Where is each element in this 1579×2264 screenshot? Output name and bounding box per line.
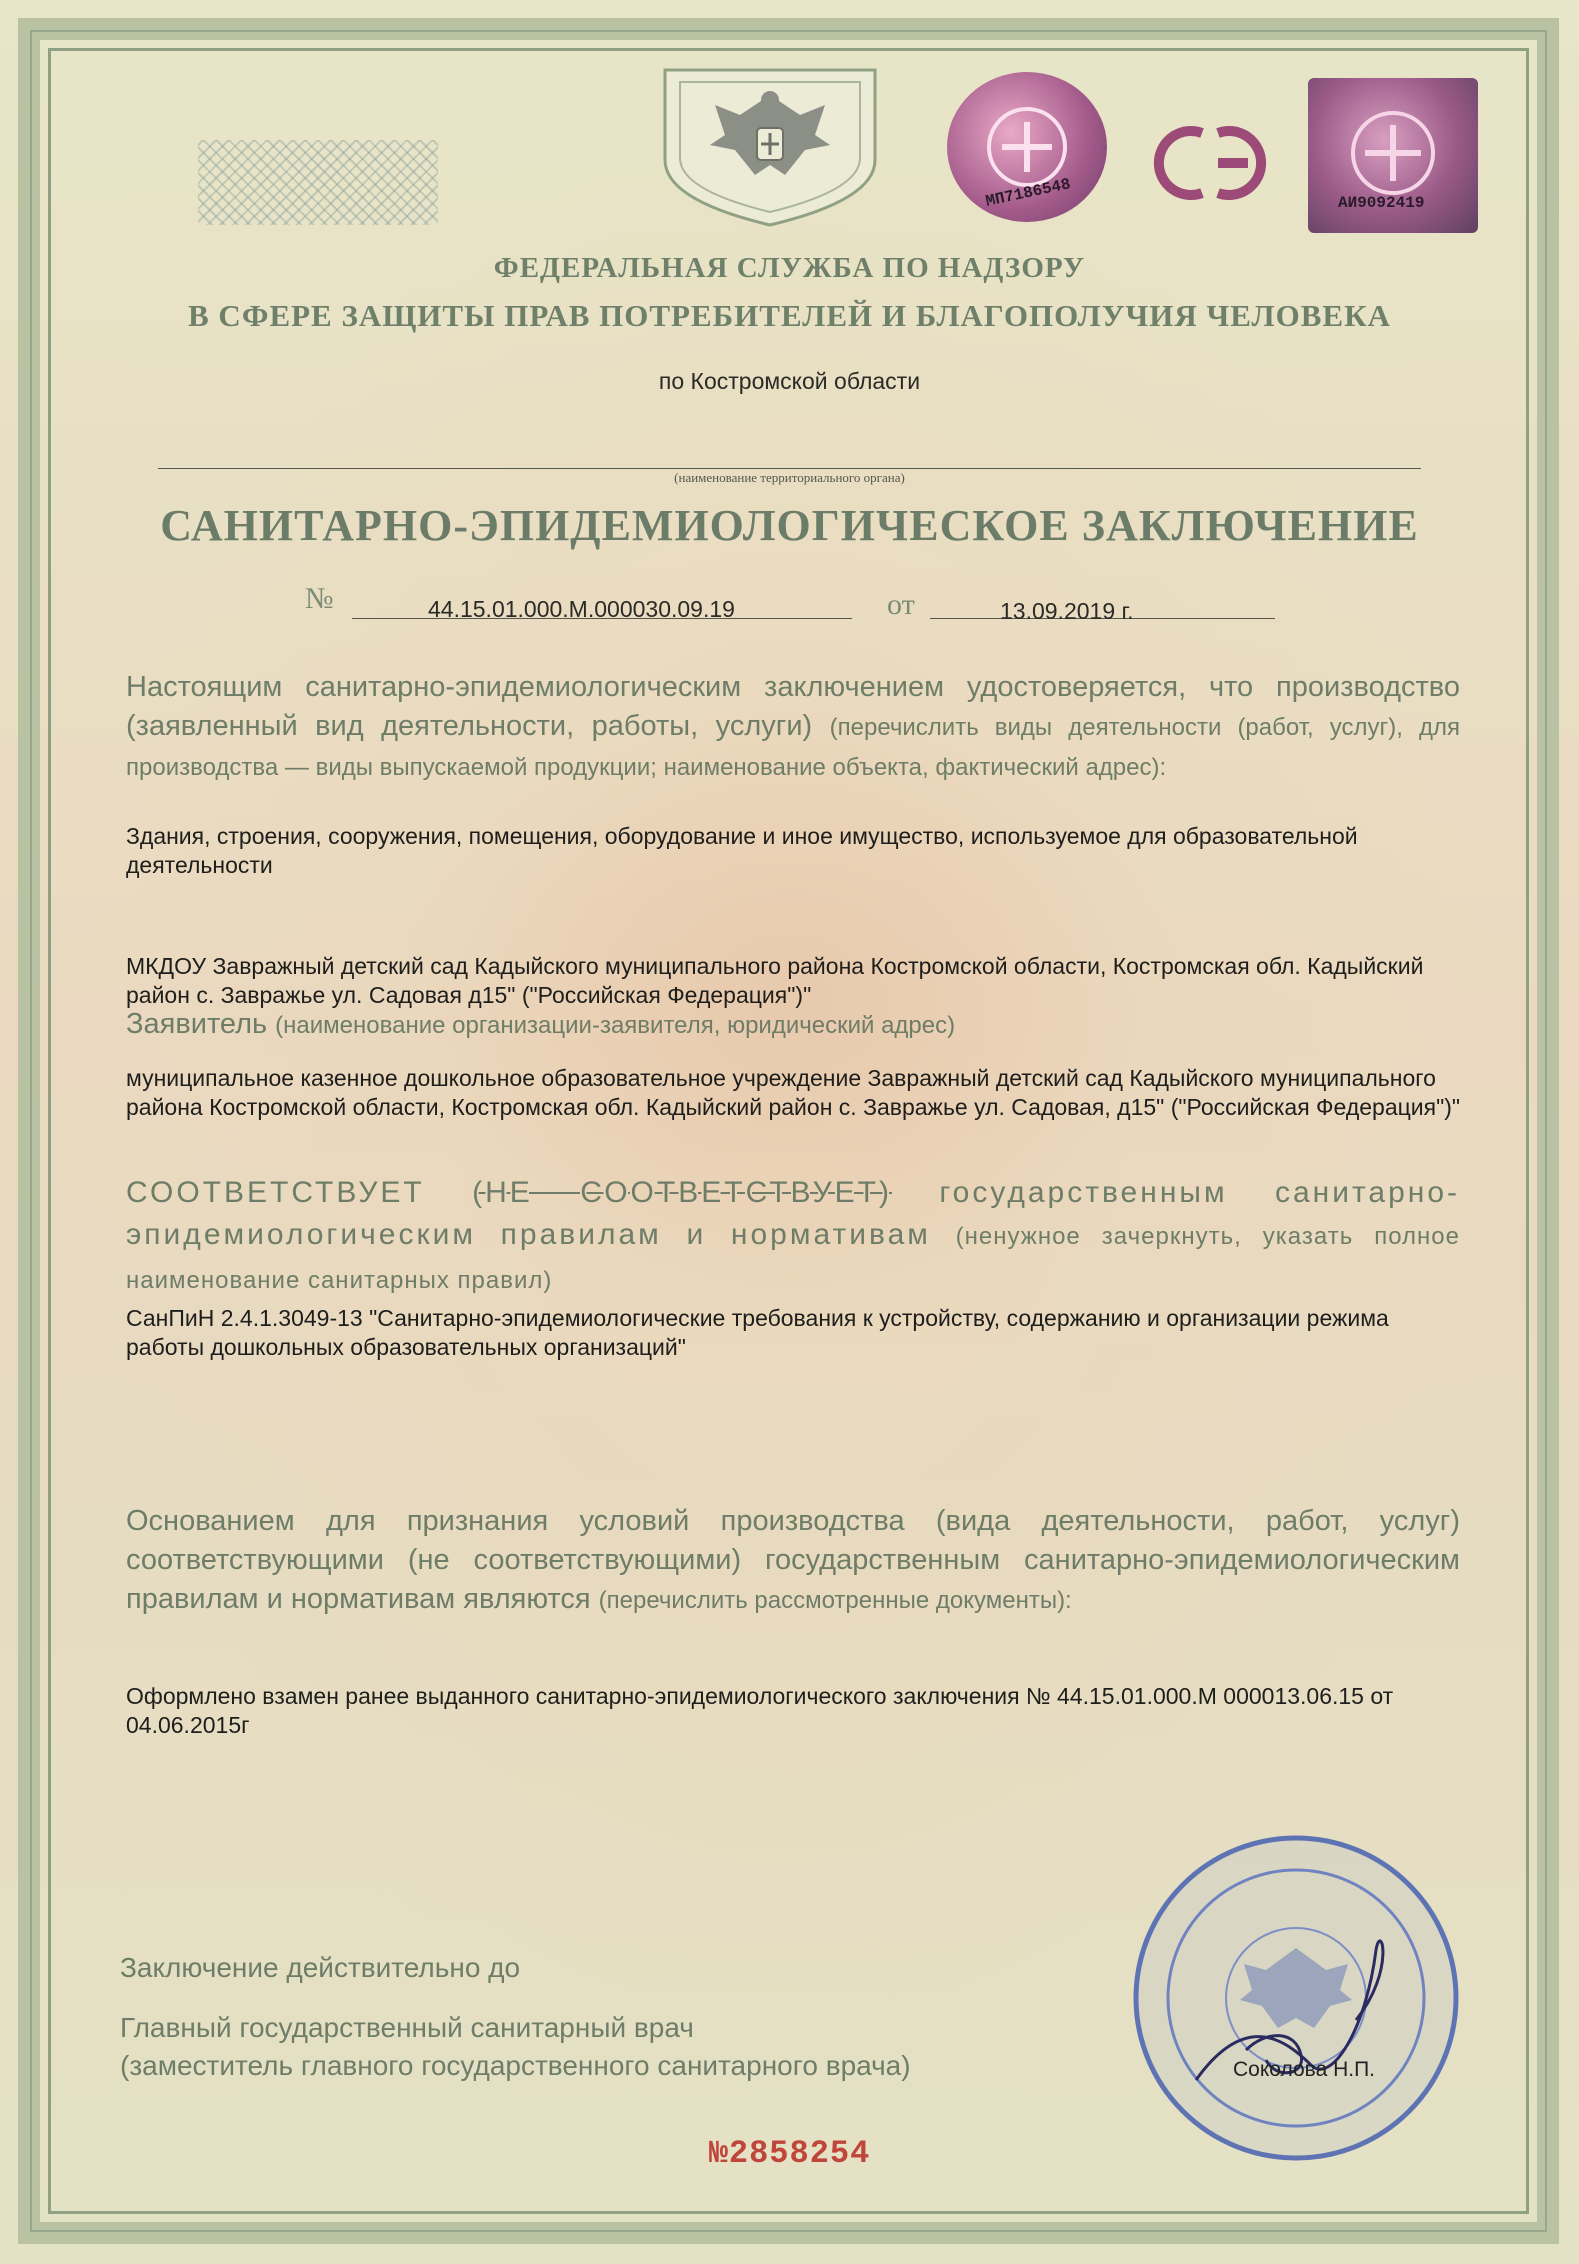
- security-pattern: [198, 140, 438, 225]
- hologram-number-right: АИ9092419: [1338, 194, 1425, 212]
- issue-date: 13.09.2019 г.: [1000, 598, 1134, 624]
- basis-text: Основанием для признания условий производства (вида деятельности, работ, услуг) соответствующими (не соответствующими) государственным санитарно-эпидемиологическим правилам и нормативам являются: [126, 1505, 1460, 1615]
- conformity-status: СООТВЕТСТВУЕТ: [126, 1176, 425, 1209]
- sanitary-rules-value: СанПиН 2.4.1.3049-13 "Санитарно-эпидемиологические требования к устройству, содержанию и организации режима работы дошкольных образовательных организаций": [126, 1305, 1389, 1360]
- divider: [158, 468, 1421, 469]
- basis-value: Оформлено взамен ранее выданного санитарно-эпидемиологического заключения № 44.15.01.000.М 000013.06.15 от 04.06.2015г: [126, 1683, 1394, 1738]
- conformity-struck: (НЕ СООТВЕТСТВУЕТ): [472, 1176, 892, 1209]
- hologram-sticker-left: [947, 72, 1107, 222]
- intro-text: Настоящим санитарно-эпидемиологическим заключением удостоверяется, что производство (заявленный вид деятельности, работы, услуги): [126, 671, 1460, 742]
- doctor-title: Главный государственный санитарный врач: [120, 2012, 694, 2043]
- territorial-body-caption: (наименование территориального органа): [674, 470, 905, 485]
- certificate-number: 44.15.01.000.М.000030.09.19: [428, 596, 735, 622]
- activity-value: Здания, строения, сооружения, помещения, оборудование и иное имущество, используемое для образовательной деятельности: [126, 823, 1358, 878]
- applicant-label-row: [126, 1008, 955, 1041]
- hologram-number-left: МП7186548: [984, 175, 1073, 211]
- basis-paragraph: [126, 1502, 1460, 1620]
- object-address: МКДОУ Завражный детский сад Кадыйского муниципального района Костромской области, Костромская обл. Кадыйский район с. Завражье ул. Садовая д15" ("Российская Федерация")": [126, 953, 1424, 1008]
- hologram-sticker-right: [1308, 78, 1478, 233]
- intro-paragraph: [126, 668, 1460, 787]
- blank-serial-number: №2858254: [708, 2135, 871, 2172]
- doctor-title-deputy: (заместитель главного государственного санитарного врача): [120, 2050, 911, 2081]
- date-label: от: [887, 588, 915, 621]
- emblem-icon: [655, 40, 885, 230]
- applicant-hint: (наименование организации-заявителя, юридический адрес): [275, 1012, 956, 1039]
- applicant-label: Заявитель: [126, 1008, 268, 1040]
- applicant-value: муниципальное казенное дошкольное образовательное учреждение Завражный детский сад Кадыйского муниципального района Костромской области, Костромская обл. Кадыйский район с. Завражье ул. Садовая, д15" ("Российская Федерация")": [126, 1065, 1461, 1120]
- agency-header-line1: ФЕДЕРАЛЬНАЯ СЛУЖБА ПО НАДЗОРУ: [493, 252, 1086, 284]
- agency-header-line2: В СФЕРЕ ЗАЩИТЫ ПРАВ ПОТРЕБИТЕЛЕЙ И БЛАГОПОЛУЧИЯ ЧЕЛОВЕКА: [188, 298, 1391, 333]
- conformity-text: государственным санитарно-эпидемиологическим правилам и нормативам: [126, 1176, 1460, 1251]
- basis-hint: (перечислить рассмотренные документы):: [598, 1587, 1072, 1614]
- official-seal-icon: [1126, 1830, 1466, 2165]
- signer-name: Соколова Н.П.: [1233, 2058, 1376, 2081]
- intro-hint: (перечислить виды деятельности (работ, услуг), для производства — виды выпускаемой продукции; наименование объекта, фактический адрес):: [126, 714, 1460, 781]
- conformity-mark-icon: [1140, 118, 1280, 208]
- document-title: САНИТАРНО-ЭПИДЕМИОЛОГИЧЕСКОЕ ЗАКЛЮЧЕНИЕ: [160, 501, 1419, 550]
- number-label: №: [305, 582, 334, 615]
- conformity-hint: (ненужное зачеркнуть, указать полное наименование санитарных правил): [126, 1223, 1460, 1294]
- validity-label: Заключение действительно до: [120, 1952, 521, 1983]
- conformity-paragraph: [126, 1172, 1460, 1302]
- territorial-body: по Костромской области: [658, 368, 921, 394]
